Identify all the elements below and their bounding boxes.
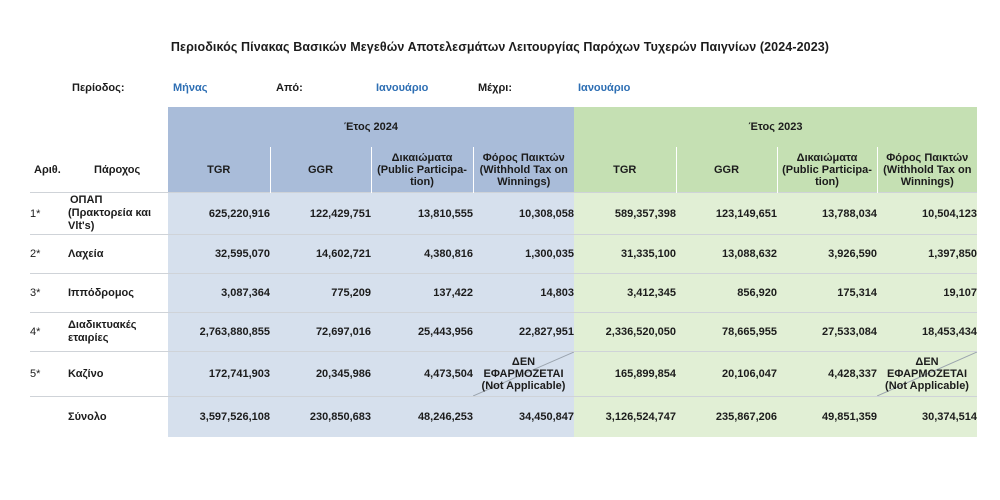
tgr-2023-total: 3,126,524,747 — [574, 397, 676, 438]
table-row — [30, 193, 977, 235]
ggr-2024-cell: 775,209 — [270, 274, 371, 313]
provider-name: Ιππόδρομος — [68, 274, 168, 313]
table-row — [30, 313, 977, 352]
ggr-2023-header: GGR — [676, 147, 777, 193]
ggr-2024-cell: 20,345,986 — [270, 352, 371, 397]
rights-2023-header: Δικαιώματα (Public Participa- tion) — [777, 147, 877, 193]
rights-2024-total: 48,246,253 — [371, 397, 473, 438]
tax-2024-not-applicable: ΔΕΝ ΕΦΑΡΜΟΖΕΤΑΙ (Not Applicable) — [473, 352, 574, 397]
tgr-2024-total: 3,597,526,108 — [168, 397, 270, 438]
ggr-2023-cell: 856,920 — [676, 274, 777, 313]
year-2024-header: Έτος 2024 — [168, 107, 574, 147]
tax-2023-total: 30,374,514 — [877, 397, 977, 438]
to-value: Ιανουάριο — [578, 82, 631, 94]
year-header-row — [30, 107, 977, 147]
ggr-2024-total: 230,850,683 — [270, 397, 371, 438]
tax-2024-cell: 1,300,035 — [473, 235, 574, 274]
tax-2024-total: 34,450,847 — [473, 397, 574, 438]
ggr-2023-cell: 13,088,632 — [676, 235, 777, 274]
tgr-2023-cell: 589,357,398 — [574, 193, 676, 235]
tax-2024-cell: 22,827,951 — [473, 313, 574, 352]
rights-2024-cell: 4,473,504 — [371, 352, 473, 397]
provider-name: Λαχεία — [68, 235, 168, 274]
total-row — [30, 397, 977, 438]
column-header-row — [30, 147, 977, 193]
year-2023-header: Έτος 2023 — [574, 107, 977, 147]
rights-2023-cell: 3,926,590 — [777, 235, 877, 274]
tax-2024-cell: 14,803 — [473, 274, 574, 313]
ggr-2023-cell: 78,665,955 — [676, 313, 777, 352]
ggr-2023-cell: 123,149,651 — [676, 193, 777, 235]
rights-2023-cell: 175,314 — [777, 274, 877, 313]
tgr-2024-cell: 2,763,880,855 — [168, 313, 270, 352]
rights-2024-cell: 13,810,555 — [371, 193, 473, 235]
tgr-2023-cell: 2,336,520,050 — [574, 313, 676, 352]
row-index: 3* — [30, 274, 68, 313]
ggr-2023-total: 235,867,206 — [676, 397, 777, 438]
table-row — [30, 352, 977, 397]
rights-2024-cell: 4,380,816 — [371, 235, 473, 274]
ggr-2024-cell: 72,697,016 — [270, 313, 371, 352]
tax-2023-not-applicable: ΔΕΝ ΕΦΑΡΜΟΖΕΤΑΙ (Not Applicable) — [877, 352, 977, 397]
rights-2024-header: Δικαιώματα (Public Participa- tion) — [371, 147, 473, 193]
rights-2023-cell: 13,788,034 — [777, 193, 877, 235]
tax-2023-header: Φόρος Παικτών (Withhold Tax on Winnings) — [877, 147, 977, 193]
ggr-2024-cell: 122,429,751 — [270, 193, 371, 235]
tax-2023-cell: 19,107 — [877, 274, 977, 313]
page-title: Περιοδικός Πίνακας Βασικών Μεγεθών Αποτελεσμάτων Λειτουργίας Παρόχων Τυχερών Παιγνίων (2024-2023) — [170, 40, 830, 54]
ggr-2024-cell: 14,602,721 — [270, 235, 371, 274]
tgr-2023-cell: 165,899,854 — [574, 352, 676, 397]
tax-2024-cell: 10,308,058 — [473, 193, 574, 235]
table-row — [30, 235, 977, 274]
tgr-2024-cell: 32,595,070 — [168, 235, 270, 274]
tgr-2024-cell: 3,087,364 — [168, 274, 270, 313]
row-index: 2* — [30, 235, 68, 274]
ggr-2024-header: GGR — [270, 147, 371, 193]
period-label: Περίοδος: — [72, 82, 125, 94]
provider-name: ΟΠΑΠ (Πρακτορεία και Vlt's) — [68, 193, 168, 235]
rights-2024-cell: 137,422 — [371, 274, 473, 313]
tax-2023-cell: 1,397,850 — [877, 235, 977, 274]
index-header: Αριθ. — [34, 163, 61, 176]
provider-header: Πάροχος — [94, 163, 141, 176]
rights-2023-total: 49,851,359 — [777, 397, 877, 438]
tgr-2024-cell: 625,220,916 — [168, 193, 270, 235]
tax-2024-header: Φόρος Παικτών (Withhold Tax on Winnings) — [473, 147, 574, 193]
total-label: Σύνολο — [68, 397, 168, 438]
tgr-2024-header: TGR — [168, 147, 270, 193]
tgr-2023-header: TGR — [574, 147, 676, 193]
row-index: 1* — [30, 193, 68, 235]
tgr-2023-cell: 31,335,100 — [574, 235, 676, 274]
rights-2024-cell: 25,443,956 — [371, 313, 473, 352]
provider-name: Διαδικτυακές εταιρίες — [68, 313, 168, 352]
row-index: 5* — [30, 352, 68, 397]
from-label: Από: — [276, 82, 303, 94]
tgr-2024-cell: 172,741,903 — [168, 352, 270, 397]
period-value: Μήνας — [173, 82, 208, 94]
row-index: 4* — [30, 313, 68, 352]
provider-name: Καζίνο — [68, 352, 168, 397]
table-row — [30, 274, 977, 313]
from-value: Ιανουάριο — [376, 82, 429, 94]
to-label: Μέχρι: — [478, 82, 512, 94]
tax-2023-cell: 18,453,434 — [877, 313, 977, 352]
tgr-2023-cell: 3,412,345 — [574, 274, 676, 313]
results-table — [30, 107, 977, 437]
tax-2023-cell: 10,504,123 — [877, 193, 977, 235]
ggr-2023-cell: 20,106,047 — [676, 352, 777, 397]
rights-2023-cell: 4,428,337 — [777, 352, 877, 397]
rights-2023-cell: 27,533,084 — [777, 313, 877, 352]
